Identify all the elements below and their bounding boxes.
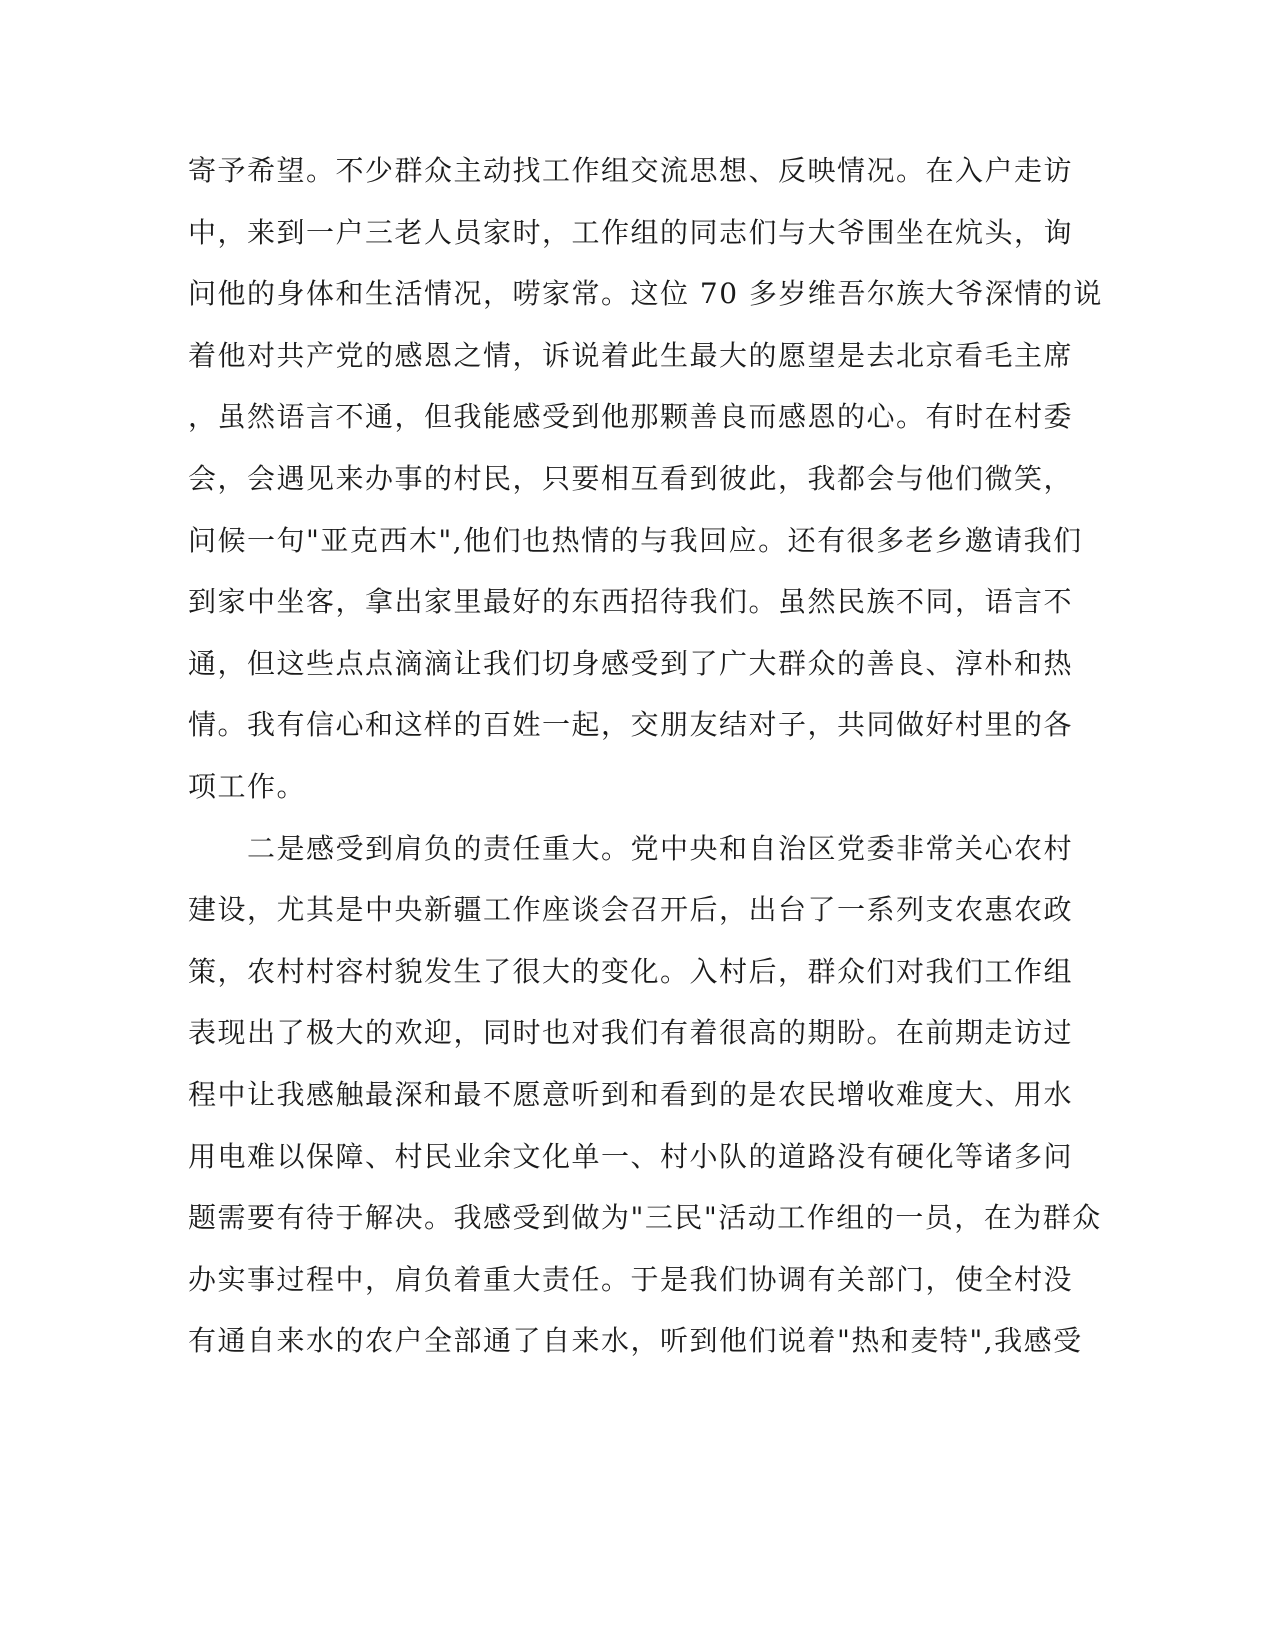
text-line: 会，会遇见来办事的村民，只要相互看到彼此，我都会与他们微笑， bbox=[188, 461, 1074, 495]
text-line: 问候一句"亚克西木",他们也热情的与我回应。还有很多老乡邀请我们 bbox=[188, 523, 1083, 557]
text-line: 建设，尤其是中央新疆工作座谈会召开后，出台了一系列支农惠农政 bbox=[188, 893, 1074, 927]
text-line: 办实事过程中，肩负着重大责任。于是我们协调有关部门，使全村没 bbox=[188, 1262, 1074, 1296]
text-line: 问他的身体和生活情况，唠家常。这位 70 多岁维吾尔族大爷深情的说 bbox=[188, 277, 1103, 311]
text-line: 题需要有待于解决。我感受到做为"三民"活动工作组的一员，在为群众 bbox=[188, 1201, 1102, 1235]
text-line: 通，但这些点点滴滴让我们切身感受到了广大群众的善良、淳朴和热 bbox=[188, 646, 1074, 680]
text-line: 寄予希望。不少群众主动找工作组交流思想、反映情况。在入户走访 bbox=[188, 154, 1074, 187]
text-line: 到家中坐客，拿出家里最好的东西招待我们。虽然民族不同，语言不 bbox=[188, 585, 1074, 619]
text-line: 着他对共产党的感恩之情，诉说着此生最大的愿望是去北京看毛主席 bbox=[188, 338, 1074, 372]
text-line: 二是感受到肩负的责任重大。党中央和自治区党委非常关心农村 bbox=[188, 831, 1074, 865]
text-line: 项工作。 bbox=[188, 769, 307, 803]
text-line: ，虽然语言不通，但我能感受到他那颗善良而感恩的心。有时在村委 bbox=[188, 400, 1074, 434]
text-line: 策，农村村容村貌发生了很大的变化。入村后，群众们对我们工作组 bbox=[188, 954, 1074, 988]
text-line: 表现出了极大的欢迎，同时也对我们有着很高的期盼。在前期走访过 bbox=[188, 1016, 1074, 1050]
text-line: 用电难以保障、村民业余文化单一、村小队的道路没有硬化等诸多问 bbox=[188, 1139, 1074, 1173]
body-text bbox=[188, 140, 1103, 1372]
text-line: 中，来到一户三老人员家时，工作组的同志们与大爷围坐在炕头，询 bbox=[188, 215, 1074, 249]
text-line: 程中让我感触最深和最不愿意听到和看到的是农民增收难度大、用水 bbox=[188, 1077, 1074, 1111]
text-line: 情。我有信心和这样的百姓一起，交朋友结对子，共同做好村里的各 bbox=[188, 708, 1074, 742]
text-line: 有通自来水的农户全部通了自来水，听到他们说着"热和麦特",我感受 bbox=[188, 1324, 1083, 1358]
